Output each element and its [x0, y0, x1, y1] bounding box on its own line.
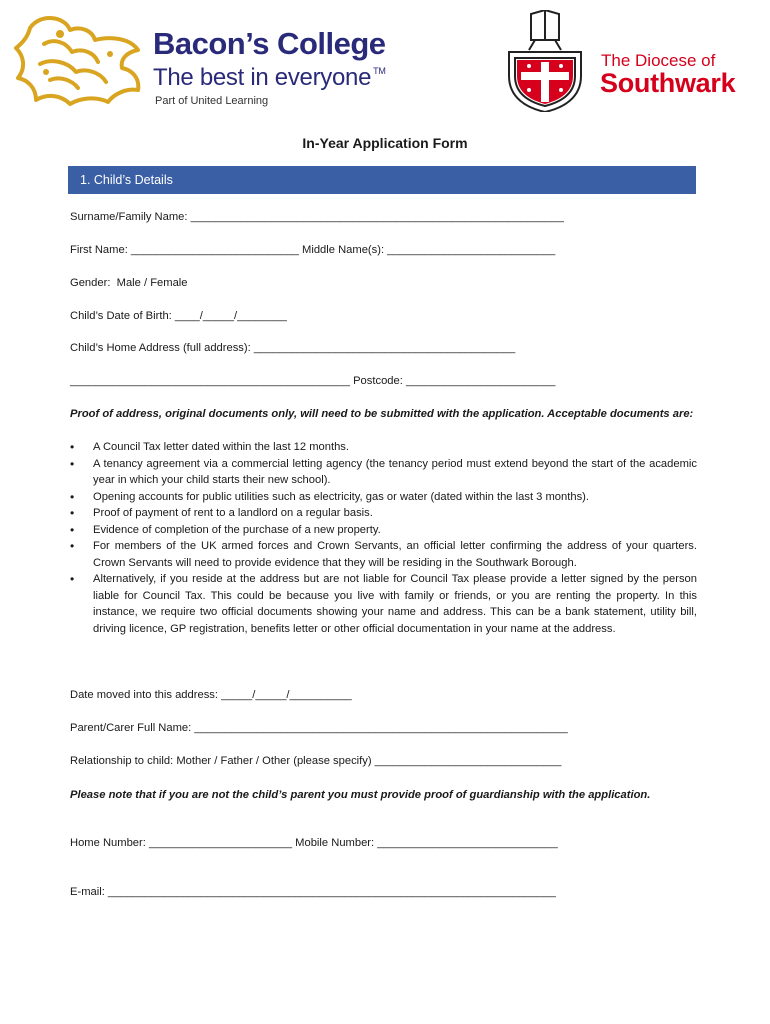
relationship-field[interactable]: Relationship to child: Mother / Father / Other (please specify) ______________________________ — [70, 755, 562, 767]
list-item: • Evidence of completion of the purchase of a new property. — [70, 522, 697, 539]
college-affiliation: Part of United Learning — [155, 95, 269, 107]
first-middle-name-field[interactable]: First Name: ___________________________ Middle Name(s): ___________________________ — [70, 244, 556, 256]
parent-carer-name-field[interactable]: Parent/Carer Full Name: ____________________________________________________________ — [70, 722, 568, 734]
surname-field[interactable]: Surname/Family Name: ____________________________________________________________ — [70, 211, 564, 223]
email-field[interactable]: E-mail: ________________________________________________________________________ — [70, 886, 556, 898]
guardianship-note: Please note that if you are not the child’s parent you must provide proof of guardianship with the application. — [70, 789, 651, 801]
phone-numbers-field[interactable]: Home Number: _______________________ Mobile Number: _____________________________ — [70, 837, 558, 849]
list-item: • For members of the UK armed forces and Crown Servants, an official letter confirming the address of your quarters. Crown Servants will need to provide evidence that they will be residing in the Southwark Borough. — [70, 538, 697, 571]
address-postcode-field[interactable]: _____________________________________________ Postcode: ________________________ — [70, 375, 556, 387]
date-of-birth-field[interactable]: Child’s Date of Birth: ____/_____/________ — [70, 310, 287, 322]
proof-of-address-heading: Proof of address, original documents only, will need to be submitted with the application. Acceptable documents are: — [70, 408, 694, 420]
form-title: In-Year Application Form — [302, 135, 468, 151]
diocese-name-line2: Southwark — [600, 68, 736, 98]
date-moved-field[interactable]: Date moved into this address: _____/_____/__________ — [70, 689, 352, 701]
diocese-crest-icon — [505, 10, 585, 112]
list-item: • Proof of payment of rent to a landlord on a regular basis. — [70, 505, 697, 522]
list-item: • A tenancy agreement via a commercial letting agency (the tenancy period must extend beyond the start of the academic year in which your child starts their new school). — [70, 456, 697, 489]
home-address-field[interactable]: Child’s Home Address (full address): __________________________________________ — [70, 342, 516, 354]
list-item: • A Council Tax letter dated within the last 12 months. — [70, 439, 697, 456]
college-tagline-text: The best in everyone — [153, 64, 372, 91]
list-item: • Alternatively, if you reside at the address but are not liable for Council Tax please provide a letter signed by the person liable for Council Tax. This could be because you live with family or friends, or you are renting the property. In this instance, we require two official documents showing your name and address. This can be a bank statement, utility bill, driving licence, GP registration, benefits letter or other official documentation in your name at the address. — [70, 571, 697, 637]
section-title: 1. Child’s Details — [80, 173, 173, 187]
diocese-name-line1: The Diocese of — [601, 51, 716, 70]
trademark-mark: TM — [373, 66, 386, 76]
acceptable-documents-list — [70, 439, 697, 637]
college-name: Bacon’s College — [153, 26, 386, 61]
bacons-college-lion-logo — [10, 8, 150, 108]
list-item: • Opening accounts for public utilities such as electricity, gas or water (dated within the last 3 months). — [70, 489, 697, 506]
section-header-childs-details — [68, 166, 696, 194]
college-tagline — [153, 64, 386, 92]
gender-field[interactable]: Gender: Male / Female — [70, 277, 188, 289]
